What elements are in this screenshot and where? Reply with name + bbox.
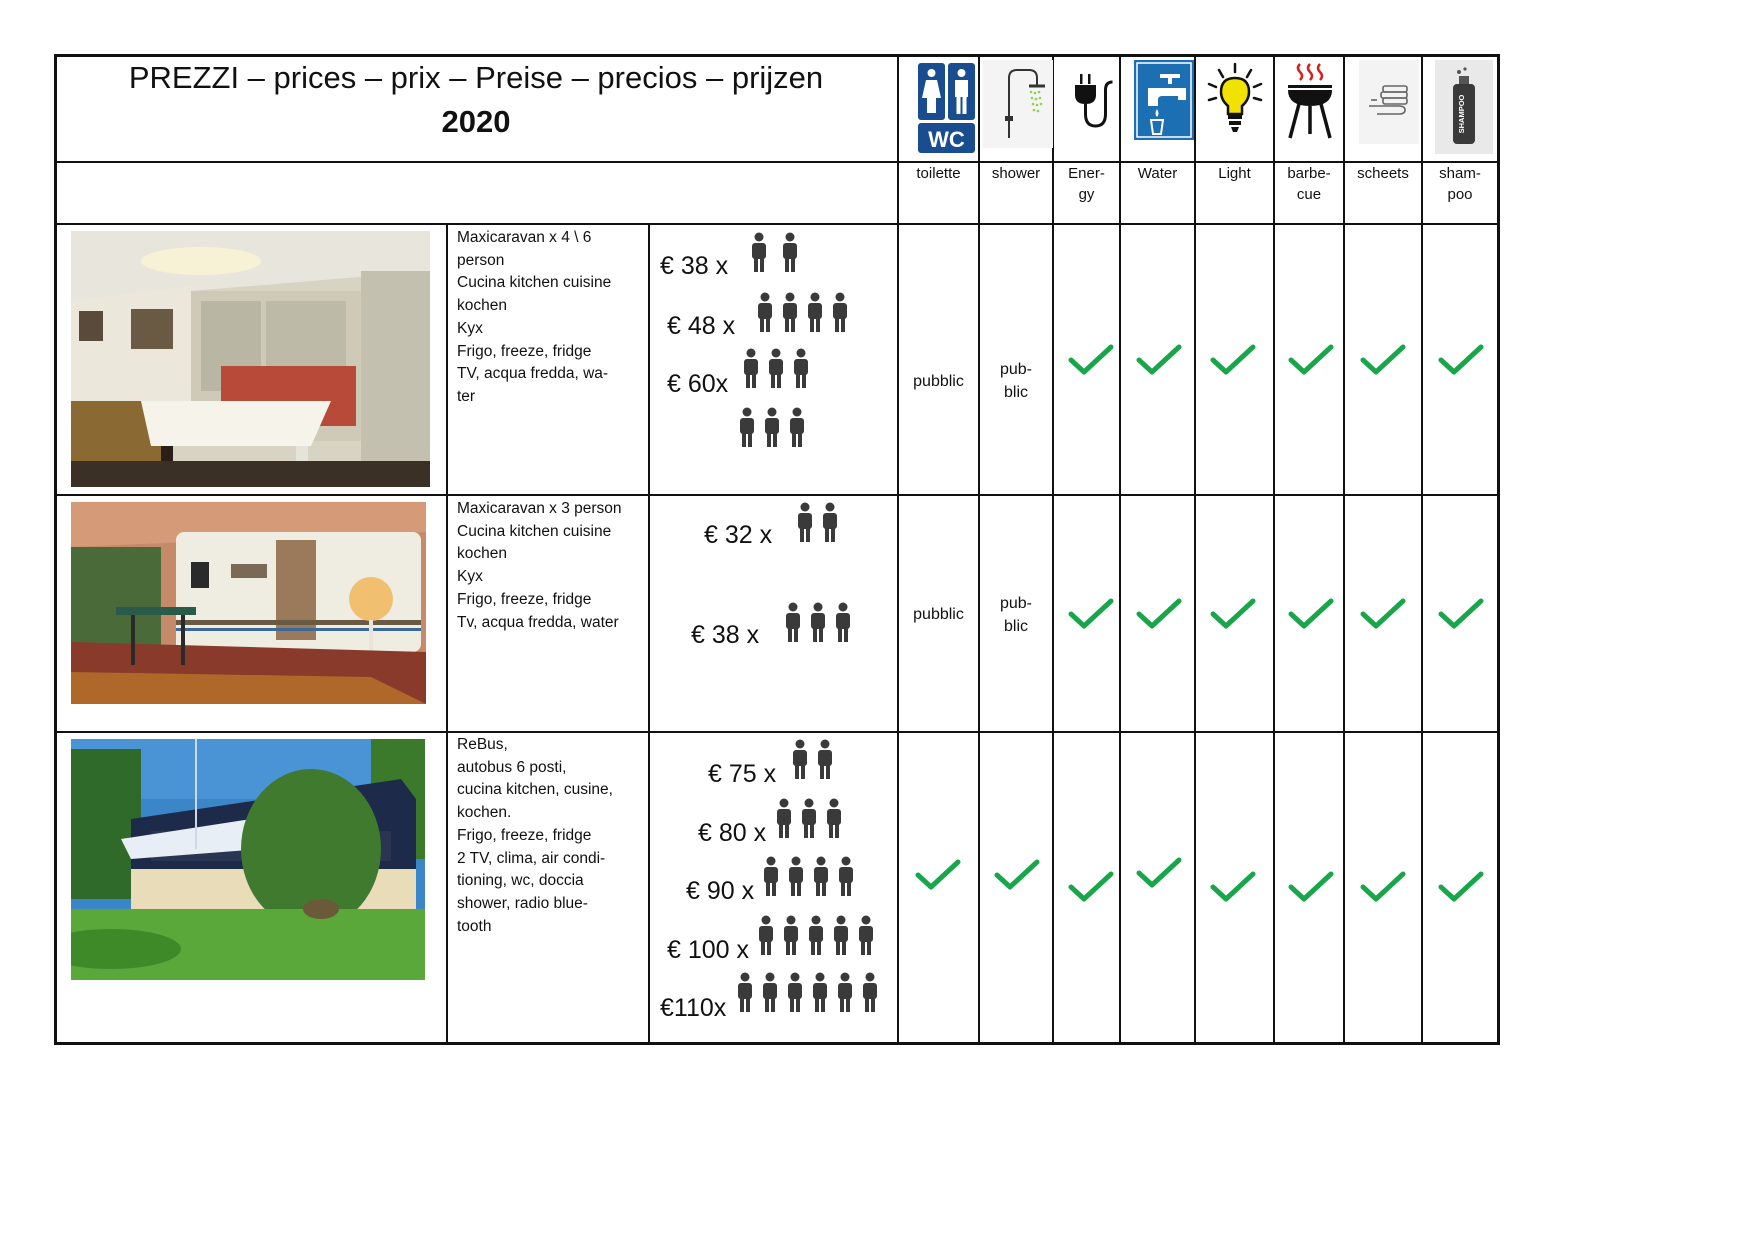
person-icon <box>806 292 824 332</box>
row3-persons-1 <box>791 739 834 779</box>
person-icon <box>812 856 830 896</box>
row1-persons-1 <box>750 232 799 272</box>
person-icon <box>787 856 805 896</box>
person-icon <box>834 602 852 642</box>
row1-toilette: pubblic <box>913 373 964 390</box>
row3-persons-3 <box>762 856 855 896</box>
col-label-toilette: toilette <box>916 165 961 182</box>
check-icon <box>1438 597 1484 630</box>
person-icon <box>837 856 855 896</box>
check-icon <box>1438 870 1484 903</box>
person-icon <box>825 798 843 838</box>
check-icon <box>1068 343 1114 376</box>
person-icon <box>857 915 875 955</box>
row1-persons-2 <box>756 292 849 332</box>
person-icon <box>816 739 834 779</box>
check-icon <box>1288 343 1334 376</box>
check-icon <box>1210 343 1256 376</box>
person-icon <box>738 407 756 447</box>
shampoo-label: SHAMPOO <box>1457 94 1466 134</box>
row3-price-4: € 100 x <box>667 936 750 964</box>
person-icon <box>767 348 785 388</box>
row3-price-2: € 80 x <box>698 819 767 847</box>
col-label-water: Water <box>1137 165 1178 182</box>
water-tap-icon <box>1134 60 1194 140</box>
person-icon <box>736 972 754 1012</box>
check-icon <box>1210 870 1256 903</box>
row2-toilette: pubblic <box>913 606 964 623</box>
col-label-shower: shower <box>991 165 1041 182</box>
check-icon <box>1360 597 1406 630</box>
person-icon <box>861 972 879 1012</box>
light-bulb-icon <box>1205 62 1265 134</box>
row2-shower: pub- blic <box>999 595 1033 635</box>
row1-persons-3b <box>738 407 806 447</box>
row3-price-3: € 90 x <box>686 877 755 905</box>
svg-text:WC: WC <box>928 127 965 152</box>
person-icon <box>757 915 775 955</box>
person-icon <box>836 972 854 1012</box>
person-icon <box>756 292 774 332</box>
row3-price-5: €110x <box>660 994 727 1022</box>
plug-icon <box>1070 70 1118 132</box>
shampoo-icon <box>1435 60 1493 154</box>
check-icon <box>1360 343 1406 376</box>
row1-persons-3a <box>742 348 810 388</box>
check-icon <box>1136 597 1182 630</box>
person-icon <box>781 232 799 272</box>
row3-description: ReBus, autobus 6 posti, cucina kitchen, cusine, kochen. Frigo, freeze, fridge 2 TV, clima, air condi- tioning, wc, doccia shower, radio blue- tooth <box>457 736 613 935</box>
check-icon <box>1288 870 1334 903</box>
col-label-sheets: scheets <box>1357 165 1409 182</box>
person-icon <box>809 602 827 642</box>
check-icon <box>1068 597 1114 630</box>
person-icon <box>750 232 768 272</box>
check-icon <box>1288 597 1334 630</box>
year-title: 2020 <box>441 104 511 139</box>
row2-persons-2 <box>784 602 852 642</box>
person-icon <box>762 856 780 896</box>
person-icon <box>761 972 779 1012</box>
caravan-awning-interior-photo <box>71 231 430 487</box>
row1-price-1: € 38 x <box>660 252 729 280</box>
person-icon <box>800 798 818 838</box>
person-icon <box>831 292 849 332</box>
shower-icon <box>983 60 1053 148</box>
row3-persons-5 <box>736 972 879 1012</box>
person-icon <box>796 502 814 542</box>
row3-price-1: € 75 x <box>708 760 777 788</box>
person-icon <box>781 292 799 332</box>
row2-price-2: € 38 x <box>691 621 760 649</box>
rebus-bus-garden-photo <box>71 739 425 980</box>
person-icon <box>791 739 809 779</box>
row1-price-2: € 48 x <box>667 312 736 340</box>
person-icon <box>763 407 781 447</box>
col-label-light: Light <box>1218 165 1251 182</box>
check-icon <box>1136 856 1182 889</box>
check-icon <box>915 858 961 891</box>
person-icon <box>784 602 802 642</box>
check-icon <box>1360 870 1406 903</box>
check-icon <box>1068 870 1114 903</box>
person-icon <box>782 915 800 955</box>
check-icon <box>994 858 1040 891</box>
row1-shower: pub- blic <box>999 361 1033 401</box>
person-icon <box>821 502 839 542</box>
barbecue-icon <box>1285 60 1335 140</box>
row3-persons-2 <box>775 798 843 838</box>
row1-description: Maxicaravan x 4 \ 6 person Cucina kitchen cuisine kochen Kyx Frigo, freeze, fridge TV, acqua fredda, wa- ter <box>457 229 612 405</box>
person-icon <box>792 348 810 388</box>
check-icon <box>1136 343 1182 376</box>
row2-price-1: € 32 x <box>704 521 773 549</box>
col-label-energy: Ener- gy <box>1068 165 1105 203</box>
towels-icon <box>1359 60 1419 144</box>
caravan-exterior-photo <box>71 502 426 704</box>
row2-persons-1 <box>796 502 839 542</box>
row1-price-3: € 60x <box>667 370 729 398</box>
person-icon <box>811 972 829 1012</box>
person-icon <box>832 915 850 955</box>
page-title: PREZZI – prices – prix – Preise – precios – prijzen <box>128 60 824 95</box>
check-icon <box>1210 597 1256 630</box>
person-icon <box>788 407 806 447</box>
person-icon <box>786 972 804 1012</box>
person-icon <box>807 915 825 955</box>
col-label-barbecue: barbe- cue <box>1287 165 1331 203</box>
col-label-shampoo: sham- poo <box>1439 165 1481 203</box>
row3-persons-4 <box>757 915 875 955</box>
wc-icon <box>918 63 978 155</box>
person-icon <box>742 348 760 388</box>
person-icon <box>775 798 793 838</box>
row2-description: Maxicaravan x 3 person Cucina kitchen cuisine kochen Kyx Frigo, freeze, fridge Tv, acqua fredda, water <box>457 500 622 631</box>
check-icon <box>1438 343 1484 376</box>
